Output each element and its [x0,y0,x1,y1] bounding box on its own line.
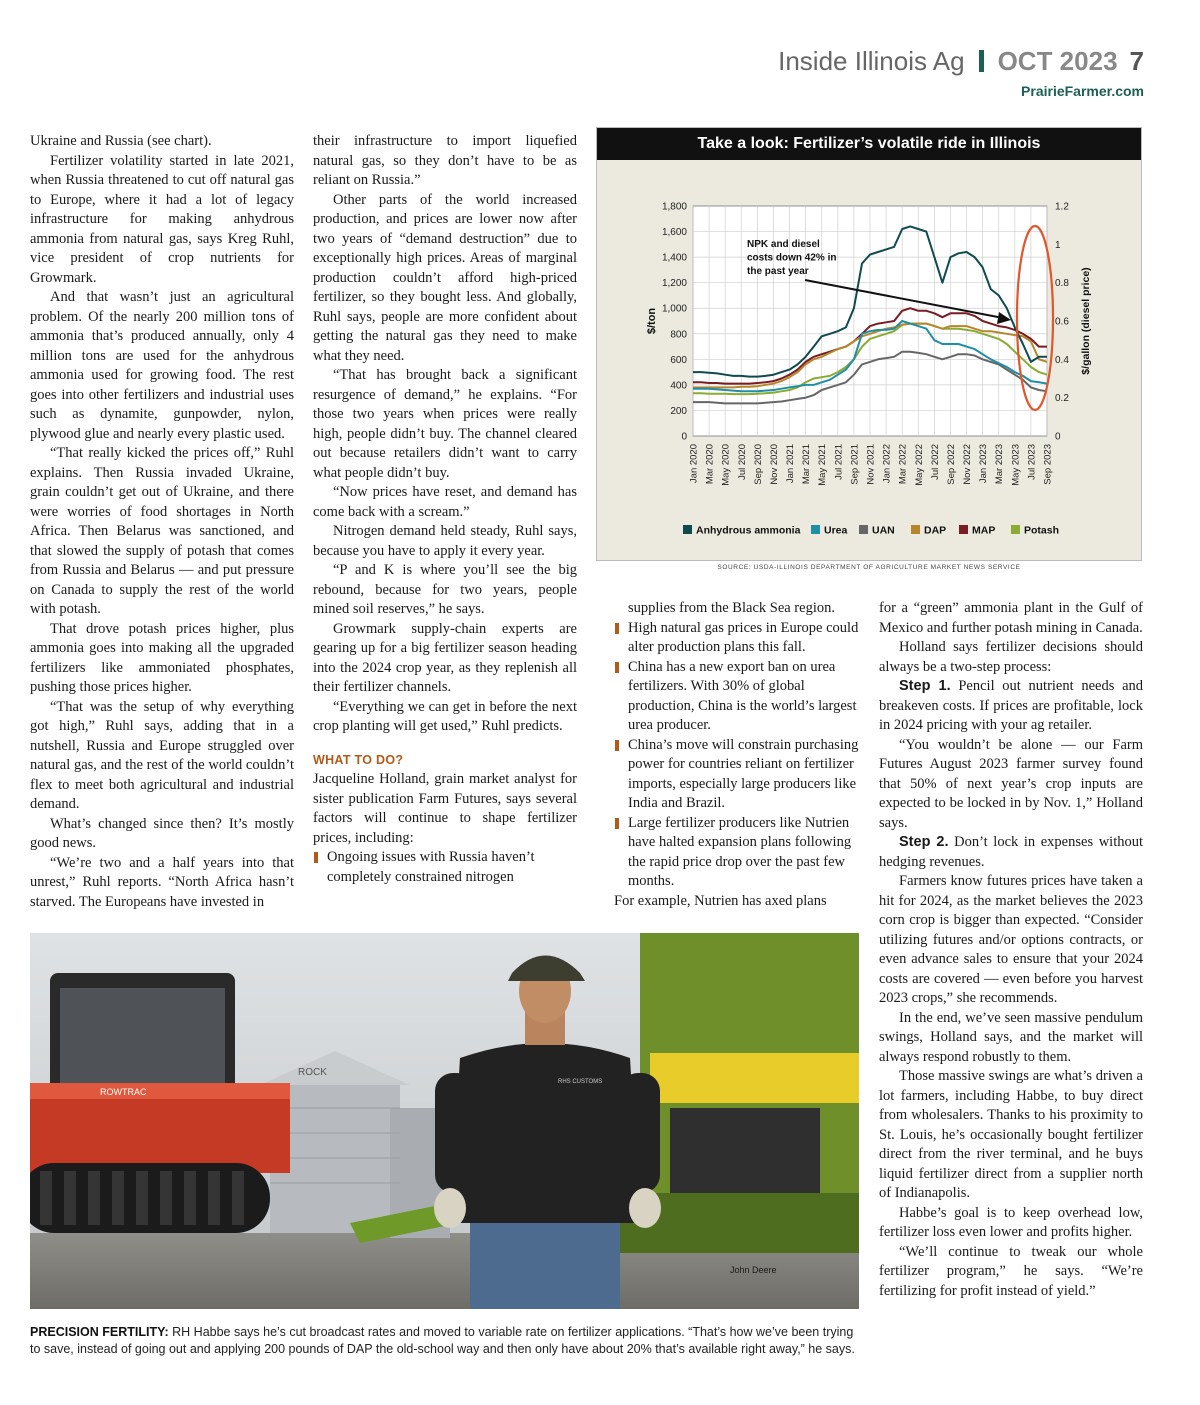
legend-label: Urea [824,524,848,537]
x-tick-label: May 2020 [720,444,732,486]
y2-tick-label: 0.4 [1055,354,1069,366]
paragraph: Growmark supply-chain experts are gearing up for a big fertilizer season heading into the 2024 crop year, as they replenish all their fertilizer channels. [313,620,577,695]
x-tick-label: May 2021 [817,444,829,486]
paragraph: And that wasn’t just an agricultural problem. Of the nearly 200 million tons of ammonia that’s produced annually, only 4 million tons are used for the anhydrous ammonia used for growing food. The rest goes into other fertilizers and industrial uses such as dynamite, gunpowder, nylon, plywood glue and nearly every plastic used. [30,289,294,442]
legend-label: MAP [972,524,996,537]
paragraph: “That really kicked the prices off,” Ruhl explains. Then Russia invaded Ukraine, grain couldn’t get out of Ukraine, and there were worries of food shortages in North Africa. Then Belarus was sanctioned, and that slowed the supply of potash that comes from Russia and Belarus — and put pressure on Canada to supply the rest of the world with potash. [30,445,294,617]
paragraph: For example, Nutrien has axed plans [614,892,827,909]
y2-axis-label: $/gallon (diesel price) [1080,267,1092,375]
paragraph: “We’re two and a half years into that unrest,” Ruhl reports. “North Africa hasn’t starved. The Europeans have invested in [30,854,294,910]
x-tick-label: Jan 2023 [978,444,990,484]
y2-tick-label: 0.8 [1055,278,1069,290]
y-tick-label: 200 [670,405,687,417]
y2-tick-label: 0.6 [1055,316,1069,328]
paragraph: “We’ll continue to tweak our whole fertilizer program,” he says. “We’re fertilizing for profit instead of yield.” [879,1243,1143,1299]
x-tick-label: Jul 2020 [736,444,748,480]
x-tick-label: Nov 2021 [865,444,877,485]
y-tick-label: 800 [670,329,687,341]
legend-label: UAN [872,524,895,537]
y2-tick-label: 0.2 [1055,393,1069,405]
factor-list-item: Large fertilizer producers like Nutrien have halted expansion plans following the rapid price drop over the past few months. [614,814,860,892]
step-2-label: Step 2. [899,834,949,850]
legend-swatch [1011,525,1020,534]
x-tick-label: May 2023 [1010,444,1022,486]
x-tick-label: Nov 2020 [768,444,780,485]
x-tick-label: Jan 2020 [688,444,700,484]
masthead-row [778,46,1144,77]
paragraph: Nitrogen demand held steady, Ruhl says, because you have to apply it every year. [313,523,577,559]
paragraph: Holland says fertilizer decisions should always be a two-step process: [879,639,1143,675]
legend-swatch [811,525,820,534]
paragraph: Ukraine and Russia (see chart). [30,133,212,149]
farmer-photo [30,933,859,1309]
x-tick-label: Jan 2021 [785,444,797,484]
y2-tick-label: 1 [1055,239,1061,251]
photo-caption [30,1324,862,1358]
paragraph: Habbe’s goal is to keep overhead low, fertilizer loss even lower and profits higher. [879,1204,1143,1240]
x-tick-label: Mar 2021 [801,444,813,485]
cap-logo-text: RHS CUSTOMS [558,1079,603,1085]
x-tick-label: Mar 2022 [897,444,909,485]
y-tick-label: 1,800 [661,201,687,213]
caption-label: PRECISION FERTILITY: [30,1325,169,1339]
factor-list-item: Ongoing issues with Russia haven’t completely constrained nitrogen [313,848,577,887]
paragraph: “You wouldn’t be alone — our Farm Futures August 2023 farmer survey found that 50% of next year’s crop inputs are expected to be locked in by Nov. 1,” Holland says. [879,736,1143,831]
section-name: Inside Illinois Ag [778,46,965,76]
chart-annotation-line: costs down 42% in [747,252,837,264]
chart-canvas [597,128,1143,562]
factor-list-item: China has a new export ban on urea fertilizers. With 30% of global production, China is the world’s largest urea producer. [614,658,860,736]
chart-title: Take a look: Fertilizer’s volatile ride in Illinois [597,128,1141,160]
step-1-label: Step 1. [899,678,951,694]
paragraph: “Now prices have reset, and demand has come back with a scream.” [313,484,577,520]
legend-swatch [959,525,968,534]
legend-label: DAP [924,524,947,537]
article-column-4 [879,599,1143,1301]
article-column-1 [30,132,294,912]
y-tick-label: 1,400 [661,252,687,264]
silo-text: ROCK [298,1067,327,1078]
paragraph: “Everything we can get in before the next crop planting will get used,” Ruhl predicts. [313,698,577,734]
x-tick-label: Sep 2023 [1042,444,1054,485]
step-2-text: Don’t lock in expenses without hedging revenues. [879,834,1143,870]
chart-source: SOURCE: USDA-ILLINOIS DEPARTMENT OF AGRICULTURE MARKET NEWS SERVICE [717,564,1021,571]
legend-swatch [859,525,868,534]
website-link[interactable]: PrairieFarmer.com [1021,83,1144,99]
paragraph: Other parts of the world increased production, and prices are lower now after two years of “demand destruction” due to exceptionally high prices. Areas of marginal production couldn’t afford high-priced fertilizer, so they bought less. And globally, Ruhl says, people are more confident about getting the natural gas they need to make what they need. [313,191,577,364]
x-tick-label: Jul 2022 [929,444,941,480]
masthead-divider [979,50,984,72]
x-tick-label: Jan 2022 [881,444,893,484]
paragraph: Jacqueline Holland, grain market analyst for sister publication Farm Futures, says several factors will continue to shape fertilizer prices, including: [313,771,577,846]
y-tick-label: 1,200 [661,278,687,290]
paragraph: “That was the setup of why everything got high,” Ruhl says, adding that in a nutshell, Russia and Europe struggled over natural gas, and the rest of the world couldn’t flex to meet both agricultural and industrial demand. [30,698,294,812]
paragraph: That drove potash prices higher, plus ammonia goes into making all the upgraded fertilizers like ammoniated phosphates, pushing those prices higher. [30,620,294,695]
x-tick-label: Mar 2020 [704,444,716,485]
y2-tick-label: 1.2 [1055,201,1069,213]
photo-illustration [30,933,859,1309]
subhead-what-to-do: WHAT TO DO? [313,752,404,767]
x-tick-label: Nov 2022 [962,444,974,485]
paragraph: Fertilizer volatility started in late 2021, when Russia threatened to cut off natural gas to Europe, where it had a lot of legacy infrastructure for making anhydrous ammonia from natural gas, says Kreg Ruhl, vice president of crop nutrients for Growmark. [30,152,294,286]
chart-annotation-line: the past year [747,266,809,277]
legend-swatch [911,525,920,534]
paragraph: “P and K is where you’ll see the big rebound, because for two years, people mined soil reserves,” he says. [313,562,577,617]
paragraph: What’s changed since then? It’s mostly good news. [30,815,294,851]
tractor-text: ROWTRAC [100,1087,147,1097]
factor-list-item: supplies from the Black Sea region. [628,600,835,616]
paragraph: In the end, we’ve seen massive pendulum swings, Holland says, and the market will always respond robustly to them. [879,1009,1143,1065]
x-tick-label: Mar 2023 [994,444,1006,485]
x-tick-label: Sep 2022 [945,444,957,485]
article-column-2 [313,132,577,887]
planter-text: John Deere [730,1265,777,1275]
caption-text: RH Habbe says he’s cut broadcast rates and moved to variable rate on fertilizer applications. “That’s how we’ve been trying to save, instead of going out and applying 200 pounds of DAP the old-school way and then only have about 20% that’s available right away,” he says. [30,1325,855,1356]
factor-list-continued [614,599,860,892]
x-tick-label: May 2022 [913,444,925,486]
y-tick-label: 0 [681,431,687,443]
masthead [778,46,1144,99]
y2-tick-label: 0 [1055,431,1061,443]
issue-date: OCT 2023 [997,46,1118,76]
y-tick-label: 1,000 [661,303,687,315]
step-1-paragraph [879,677,1143,736]
y-tick-label: 600 [670,354,687,366]
x-tick-label: Sep 2021 [849,444,861,485]
paragraph: Those massive swings are what’s driven a lot farmers, including Habbe, to buy direct from wholesalers. Thanks to his proximity to St. Louis, he’s occasionally bought fertilizer direct from the river terminal, and he buys liquid fertilizer direct from a supplier north of Indianapolis. [879,1068,1143,1201]
factor-list-item: China’s move will constrain purchasing power for countries reliant on fertilizer imports, especially large producers like India and Brazil. [614,736,860,814]
y-axis-label: $/ton [646,307,658,335]
paragraph: Farmers know futures prices have taken a hit for 2024, as the market believes the 2023 corn crop is bigger than expected. “Consider utilizing futures and/or options contracts, or even advance sales to ensure that your 2024 costs are covered — even before you harvest 2023 crops,” she recommends. [879,873,1143,1006]
paragraph: for a “green” ammonia plant in the Gulf of Mexico and further potash mining in Canada. [879,600,1143,636]
legend-label: Potash [1024,524,1060,537]
page-number: 7 [1129,46,1144,76]
x-tick-label: Jul 2021 [833,444,845,480]
legend-swatch [683,525,692,534]
chart-annotation-line: NPK and diesel [747,239,820,250]
y-tick-label: 400 [670,380,687,392]
fertilizer-price-chart [596,127,1142,561]
paragraph: their infrastructure to import liquefied natural gas, so they don’t have to be as reliant on Russia.” [313,133,577,188]
paragraph: “That has brought back a significant resurgence of demand,” he explains. “For those two years when prices were really high, people didn’t buy. The channel cleared out because retailers didn’t want to carry what people didn’t buy. [313,367,577,481]
y-tick-label: 1,600 [661,227,687,239]
step-1-text: Pencil out nutrient needs and breakeven costs. If prices are profitable, lock in 2024 pricing with your ag retailer. [879,678,1144,733]
legend-label: Anhydrous ammonia [696,524,801,537]
article-column-3 [614,599,860,911]
factor-list-item: High natural gas prices in Europe could alter production plans this fall. [614,619,860,658]
factor-list [313,848,577,887]
x-tick-label: Sep 2020 [752,444,764,485]
step-2-paragraph [879,833,1143,872]
x-tick-label: Jul 2023 [1026,444,1038,480]
